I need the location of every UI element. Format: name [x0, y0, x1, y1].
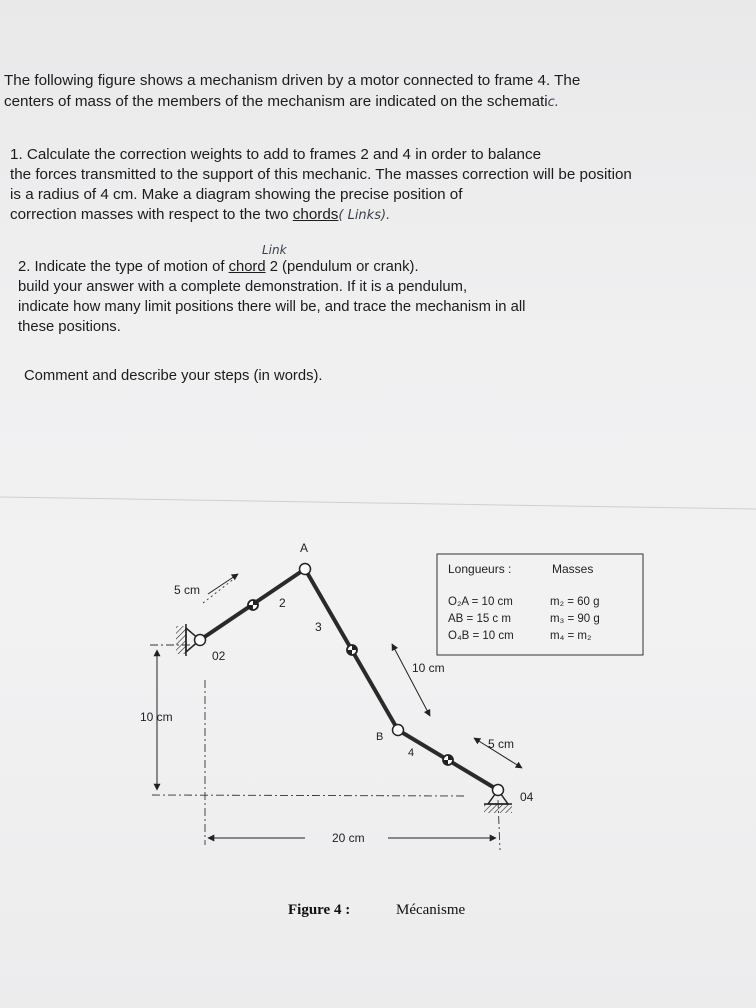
table-mass-m2: m₂ = 60 g: [550, 596, 600, 608]
joint-b: [393, 725, 404, 736]
dim-5cm-top-arrow: [208, 574, 238, 594]
chords-word: chords: [292, 206, 339, 223]
q2-line-2: build your answer with a complete demonstration. If it is a pendulum,: [18, 279, 468, 295]
dim-20cm-label: 20 cm: [332, 831, 365, 845]
intro-line-2: centers of mass of the members of the mechanism are indicated on the schematic.: [4, 93, 559, 110]
q2-line-3: indicate how many limit positions there will be, and trace the mechanism in all: [18, 299, 526, 315]
label-o4: 04: [520, 790, 534, 804]
joint-a: [300, 564, 311, 575]
data-table: [437, 554, 643, 655]
dim-5cm-top-label: 5 cm: [174, 583, 201, 597]
table-header-masses: Masses: [552, 562, 594, 576]
dim-10cm-right-label: 10 cm: [412, 661, 445, 675]
center-of-mass-link-2: [248, 600, 258, 610]
figure-caption-title: Mécanisme: [396, 902, 466, 918]
comment-instruction: Comment and describe your steps (in words).: [24, 368, 323, 384]
dim-5cm-top-extension: [203, 578, 235, 603]
handwritten-link-note: Link: [262, 243, 287, 257]
label-a: A: [300, 541, 309, 555]
dim-5cm-bottom-label: 5 cm: [488, 737, 515, 751]
dim-10cm-left-label: 10 cm: [140, 710, 173, 724]
label-link-4: 4: [408, 747, 415, 759]
question-2: [18, 257, 525, 337]
label-link-2: 2: [279, 596, 286, 610]
q1-line-1: 1. Calculate the correction weights to add to frames 2 and 4 in order to balance: [10, 146, 542, 163]
question-1: [10, 145, 632, 226]
center-of-mass-link-3: [347, 645, 357, 655]
mechanism-figure: [0, 480, 756, 1008]
label-link-3: 3: [315, 620, 322, 634]
q1-line-4: correction masses with respect to the two chords( Links).: [10, 206, 391, 223]
table-length-ab: AB = 15 c m: [448, 613, 511, 625]
table-length-o4b: O₄B = 10 cm: [448, 630, 514, 642]
o4-horizontal-centerline: [152, 795, 465, 796]
pivot-o4: [493, 785, 504, 796]
pivot-o2: [195, 635, 206, 646]
table-mass-m4: m₄ = m₂: [550, 630, 592, 642]
q1-line-3: is a radius of 4 cm. Make a diagram showing the precise position of: [10, 186, 463, 203]
table-mass-m3: m₃ = 90 g: [550, 613, 600, 625]
page-fold-line: [0, 497, 756, 509]
table-length-o2a: O₂A = 10 cm: [448, 596, 513, 608]
figure-caption-label: Figure 4 :: [288, 902, 351, 918]
dim-10cm-right-arrow: [392, 644, 430, 716]
q2-line-4: these positions.: [18, 319, 121, 335]
intro-line-1: The following figure shows a mechanism driven by a motor connected to frame 4. The: [4, 72, 581, 89]
center-of-mass-link-4: [443, 755, 453, 765]
label-o2: 02: [212, 649, 226, 663]
table-header-lengths: Longueurs :: [448, 562, 512, 576]
handwritten-correction: c.: [547, 95, 559, 110]
q1-line-2: the forces transmitted to the support of this mechanic. The masses correction will be position: [10, 166, 632, 183]
chord-word: chord: [228, 259, 266, 275]
handwritten-links-note: ( Links).: [338, 208, 391, 223]
q2-line-1: 2. Indicate the type of motion of chord 2 (pendulum or crank).: [18, 259, 419, 275]
problem-intro: [4, 70, 580, 113]
label-b: B: [376, 731, 384, 743]
